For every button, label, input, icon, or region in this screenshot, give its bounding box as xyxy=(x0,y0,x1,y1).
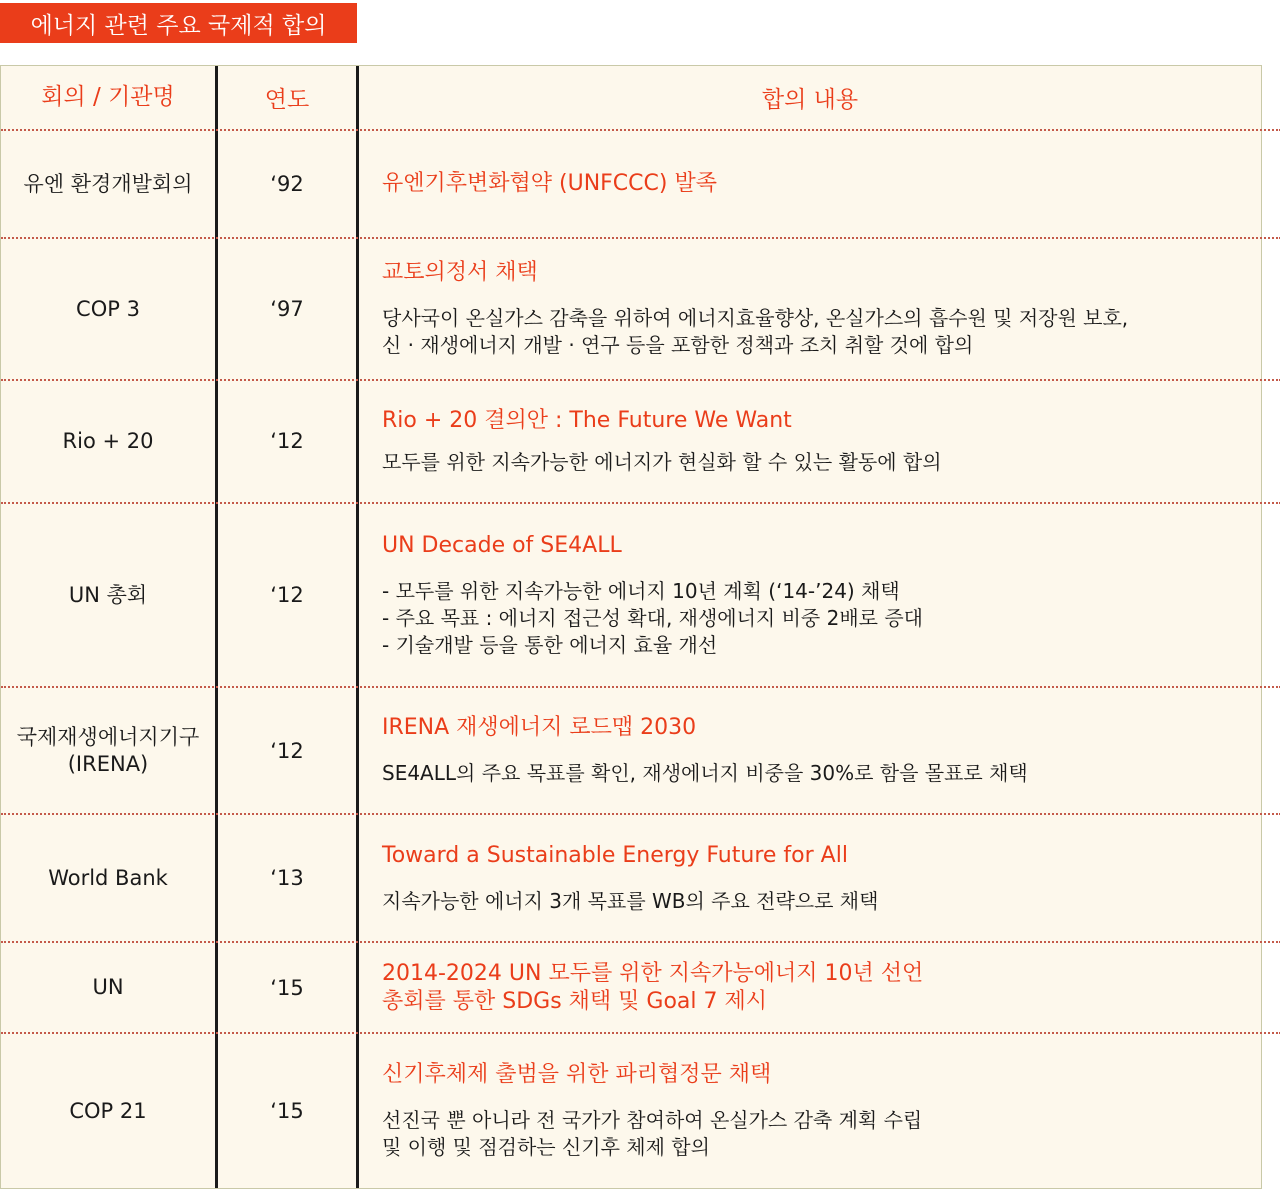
org-cell: 유엔 환경개발회의 xyxy=(23,171,193,196)
content-cell xyxy=(359,815,1261,941)
content-cell xyxy=(359,943,1261,1032)
table-row xyxy=(1,504,1261,686)
agreement-title-line: 유엔기후변화협약 (UNFCCC) 발족 xyxy=(382,171,717,196)
description-line: - 모두를 위한 지속가능한 에너지 10년 계획 (‘14-’24) 채택 xyxy=(382,578,900,603)
description-line: 지속가능한 에너지 3개 목표를 WB의 주요 전략으로 채택 xyxy=(382,888,879,913)
description-line: 당사국이 온실가스 감축을 위하여 에너지효율향상, 온실가스의 흡수원 및 저장원 보호, xyxy=(382,306,1129,330)
description-line: 선진국 뿐 아니라 전 국가가 참여하여 온실가스 감축 계획 수립 xyxy=(382,1108,923,1132)
org-cell: COP 21 xyxy=(69,1098,147,1123)
page-title: 에너지 관련 주요 국제적 합의 xyxy=(0,3,357,43)
table-row xyxy=(1,131,1261,237)
org-cell xyxy=(1,688,215,813)
year-cell: ‘15 xyxy=(270,975,304,1000)
year-cell: ‘92 xyxy=(270,172,304,196)
year-cell: ‘12 xyxy=(270,583,304,607)
agreement-title-line: IRENA 재생에너지 로드맵 2030 xyxy=(382,715,697,740)
org-cell: Rio + 20 xyxy=(62,428,154,453)
content-cell xyxy=(359,1034,1261,1188)
content-cell xyxy=(359,381,1261,501)
description-line: SE4ALL의 주요 목표를 확인, 재생에너지 비중을 30%로 함을 몰표로 채택 xyxy=(382,761,1028,785)
agreement-title-line: 총회를 통한 SDGs 채택 및 Goal 7 제시 xyxy=(382,988,767,1014)
agreement-title xyxy=(382,842,848,870)
table-row xyxy=(1,1034,1261,1188)
agreement-description xyxy=(382,578,923,659)
year-cell: ‘15 xyxy=(270,1099,304,1123)
year-cell: ‘13 xyxy=(270,866,304,890)
agreement-title-line: Rio + 20 결의안 : The Future We Want xyxy=(382,407,792,433)
agreements-table xyxy=(0,65,1262,1189)
agreement-title xyxy=(382,259,538,287)
description-line: 신 · 재생에너지 개발 · 연구 등을 포함한 정책과 조치 취할 것에 합의 xyxy=(382,333,974,357)
agreement-description xyxy=(382,760,1028,787)
agreement-title xyxy=(382,407,792,435)
org-cell: World Bank xyxy=(48,865,168,890)
year-cell: ‘12 xyxy=(270,738,304,763)
agreement-title-line: 교토의정서 채택 xyxy=(382,260,538,285)
description-line: 및 이행 및 점검하는 신기후 체제 합의 xyxy=(382,1135,710,1159)
table-row xyxy=(1,943,1261,1032)
agreement-description xyxy=(382,1107,922,1161)
table-row xyxy=(1,688,1261,813)
content-cell xyxy=(359,504,1261,686)
agreement-title-line: UN Decade of SE4ALL xyxy=(382,532,622,558)
table-row xyxy=(1,381,1261,501)
description-line: 모두를 위한 지속가능한 에너지가 현실화 할 수 있는 활동에 합의 xyxy=(382,449,942,474)
header-org: 회의 / 기관명 xyxy=(41,84,175,110)
content-cell xyxy=(359,688,1261,813)
agreement-title-line: Toward a Sustainable Energy Future for All xyxy=(382,842,848,868)
org-line: 국제재생에너지기구 xyxy=(16,724,200,749)
year-cell: ‘97 xyxy=(270,297,304,321)
table-row xyxy=(1,815,1261,941)
table-row xyxy=(1,239,1261,379)
agreement-title-line: 2014-2024 UN 모두를 위한 지속가능에너지 10년 선언 xyxy=(382,960,924,986)
org-cell: UN 총회 xyxy=(68,582,148,607)
description-line: - 주요 목표 : 에너지 접근성 확대, 재생에너지 비중 2배로 증대 xyxy=(382,605,923,630)
org-cell: UN xyxy=(92,975,124,999)
org-cell: COP 3 xyxy=(76,296,140,321)
agreement-title xyxy=(382,960,923,1016)
header-content: 합의 내용 xyxy=(761,87,859,113)
header-year: 연도 xyxy=(264,87,310,113)
agreement-title xyxy=(382,1061,771,1089)
year-cell: ‘12 xyxy=(270,429,304,453)
agreement-title xyxy=(382,714,696,742)
content-cell xyxy=(359,131,1261,237)
agreement-title xyxy=(382,532,622,560)
agreement-description xyxy=(382,449,942,476)
description-line: - 기술개발 등을 통한 에너지 효율 개선 xyxy=(382,632,718,657)
agreement-title xyxy=(382,170,717,198)
agreement-description xyxy=(382,888,878,915)
agreement-description xyxy=(382,305,1128,359)
agreement-title-line: 신기후체제 출범을 위한 파리협정문 채택 xyxy=(382,1062,772,1087)
content-cell xyxy=(359,239,1261,379)
org-line: (IRENA) xyxy=(67,751,149,776)
table-header-row xyxy=(1,66,1261,129)
